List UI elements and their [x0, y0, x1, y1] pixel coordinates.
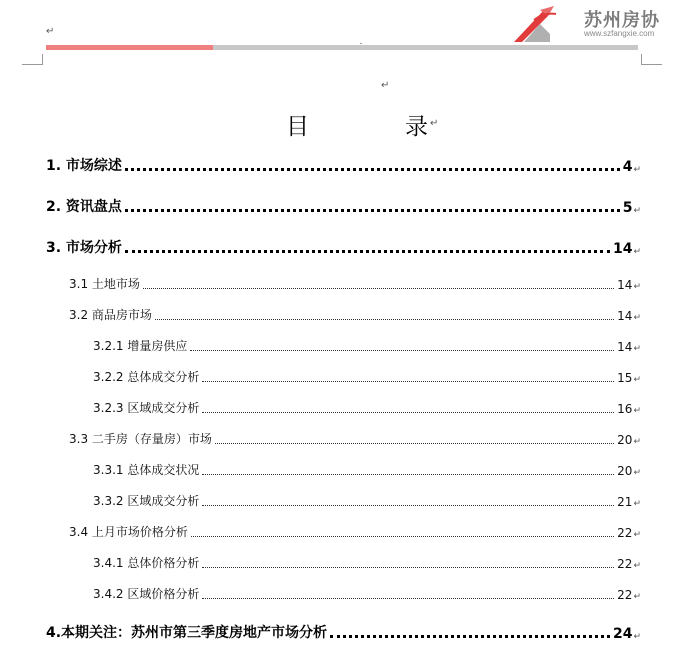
toc-entry-page: 21: [617, 495, 633, 509]
paragraph-mark: ↵: [381, 80, 390, 91]
toc-entry-page: 24: [612, 626, 633, 642]
toc-leader: [202, 412, 614, 413]
margin-mark-center: [360, 43, 362, 46]
toc-entry[interactable]: [69, 432, 641, 447]
margin-mark-right: [641, 54, 662, 65]
paragraph-mark: ↵: [633, 592, 641, 602]
toc-leader: [202, 381, 614, 382]
toc-leader: [202, 505, 614, 506]
toc-entry-label: 3.4.1 总体价格分析: [93, 556, 200, 570]
toc-leader: [330, 635, 610, 638]
toc-entry-label: 3.2.2 总体成交分析: [93, 370, 200, 384]
toc-entry[interactable]: [69, 525, 641, 540]
paragraph-mark: ↵: [633, 375, 641, 385]
toc-entry[interactable]: [46, 239, 641, 257]
toc-entry[interactable]: [93, 587, 641, 602]
paragraph-mark: ↵: [46, 26, 55, 37]
toc-entry-page: 14: [612, 241, 633, 257]
logo-url: www.szfangxie.com: [584, 29, 655, 38]
paragraph-mark: ↵: [633, 282, 641, 292]
toc-entry[interactable]: [69, 308, 641, 323]
paragraph-mark: ↵: [633, 165, 641, 175]
paragraph-mark: ↵: [633, 247, 641, 257]
toc-entry[interactable]: [46, 198, 641, 216]
toc-entry-label: 4.本期关注：苏州市第三季度房地产市场分析: [46, 625, 328, 641]
toc-entry-label: 3.2 商品房市场: [69, 308, 152, 322]
toc-entry[interactable]: [93, 556, 641, 571]
toc-entry-page: 4: [622, 159, 633, 175]
toc-entry-page: 22: [617, 557, 633, 571]
toc-entry-page: 22: [617, 526, 633, 540]
title-char-2: 录: [405, 114, 428, 140]
toc-leader: [125, 168, 620, 171]
paragraph-mark: ↵: [633, 406, 641, 416]
toc-entry-label: 3.3 二手房（存量房）市场: [69, 432, 212, 446]
toc-entry[interactable]: [69, 277, 641, 292]
toc-entry-page: 14: [617, 309, 633, 323]
toc-leader: [202, 567, 614, 568]
paragraph-mark: ↵: [633, 632, 641, 642]
toc-entry-label: 3.3.2 区域成交分析: [93, 494, 200, 508]
toc-entry-page: 20: [617, 464, 633, 478]
paragraph-mark: ↵: [633, 344, 641, 354]
paragraph-mark: ↵: [633, 499, 641, 509]
toc-entry[interactable]: [93, 339, 641, 354]
toc-leader: [155, 319, 614, 320]
toc-entry-label: 3.3.1 总体成交状况: [93, 463, 200, 477]
toc-entry-page: 16: [617, 402, 633, 416]
toc-leader: [190, 350, 614, 351]
margin-mark-left: [22, 54, 43, 65]
title-char-1: 目: [286, 114, 309, 140]
toc-entry-page: 14: [617, 278, 633, 292]
paragraph-mark: ↵: [633, 437, 641, 447]
paragraph-mark: ↵: [633, 206, 641, 216]
toc-entry[interactable]: [93, 463, 641, 478]
toc-entry-page: 14: [617, 340, 633, 354]
toc-leader: [191, 536, 614, 537]
toc-entry-label: 3.2.1 增量房供应: [93, 339, 188, 353]
paragraph-mark: ↵: [430, 118, 439, 129]
toc-entry-label: 3.4.2 区域价格分析: [93, 587, 200, 601]
toc-entry[interactable]: [46, 624, 641, 642]
toc-entry[interactable]: [93, 494, 641, 509]
paragraph-mark: ↵: [633, 530, 641, 540]
toc-entry-label: 3.1 土地市场: [69, 277, 140, 291]
paragraph-mark: ↵: [633, 313, 641, 323]
toc-entry-label: 3.2.3 区域成交分析: [93, 401, 200, 415]
toc-entry-label: 2. 资讯盘点: [46, 199, 122, 215]
toc-leader: [215, 443, 614, 444]
toc-entry-label: 3. 市场分析: [46, 240, 122, 256]
toc-leader: [143, 288, 614, 289]
toc-entry-page: 15: [617, 371, 633, 385]
logo-text: 苏州房协: [584, 10, 660, 31]
header-rule: [46, 45, 638, 50]
toc-entry[interactable]: [93, 370, 641, 385]
toc-entry-page: 22: [617, 588, 633, 602]
toc-leader: [202, 598, 614, 599]
toc-entry[interactable]: [93, 401, 641, 416]
header-rule-accent: [46, 45, 213, 50]
paragraph-mark: ↵: [633, 468, 641, 478]
toc-entry-label: 1. 市场综述: [46, 158, 122, 174]
toc-entry[interactable]: [46, 157, 641, 175]
toc-entry-page: 20: [617, 433, 633, 447]
toc-leader: [202, 474, 614, 475]
paragraph-mark: ↵: [633, 561, 641, 571]
toc-entry-label: 3.4 上月市场价格分析: [69, 525, 188, 539]
toc-leader: [125, 209, 620, 212]
toc-entry-page: 5: [622, 200, 633, 216]
toc-leader: [125, 250, 610, 253]
